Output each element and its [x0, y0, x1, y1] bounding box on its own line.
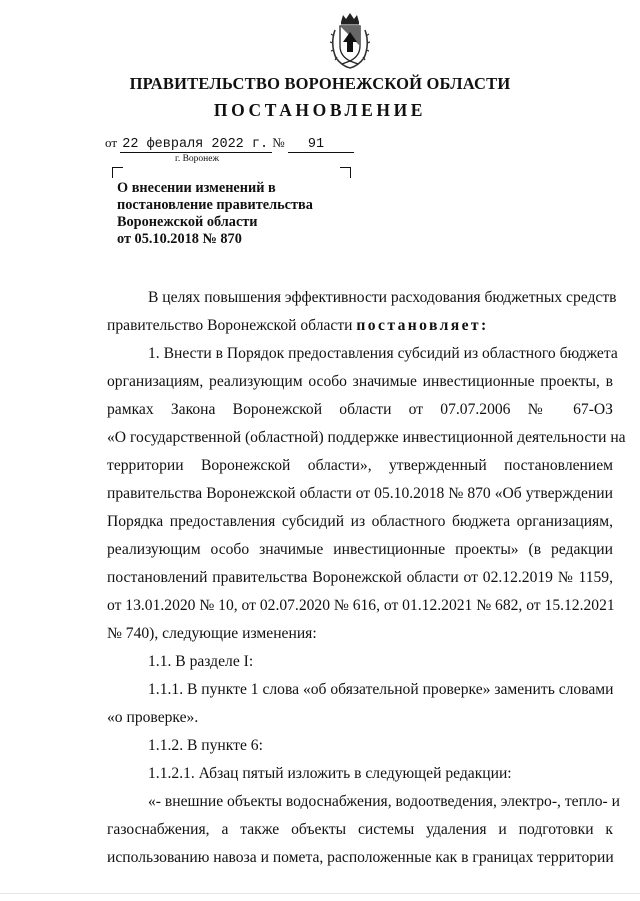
- body-line: 1. Внести в Порядок предоставления субсидий из областного бюджета: [148, 345, 618, 362]
- body-line: рамках Закона Воронежской области от 07.07.2006 № 67-ОЗ: [107, 401, 613, 418]
- body-line: постановлений правительства Воронежской области от 02.12.2019 № 1159,: [107, 569, 613, 586]
- body-line: В целях повышения эффективности расходования бюджетных средств: [148, 289, 617, 306]
- document-subject: [117, 180, 357, 248]
- body-line: использованию навоза и помета, расположенные как в границах территории: [107, 849, 614, 866]
- body-line: от 13.01.2020 № 10, от 02.07.2020 № 616, от 01.12.2021 № 682, от 15.12.2021: [107, 597, 615, 614]
- document-date: 22 февраля 2022 г.: [120, 138, 272, 153]
- number-label: №: [272, 135, 285, 150]
- body-line: газоснабжения, а также объекты системы удаления и подготовки к: [107, 821, 613, 838]
- document-body: [107, 284, 626, 872]
- body-line: реализующим особо значимые инвестиционные проекты» (в редакции: [107, 541, 613, 558]
- document-number: 91: [288, 138, 354, 153]
- body-line: «- внешние объекты водоснабжения, водоотведения, электро-, тепло- и: [148, 793, 620, 810]
- body-line: 1.1.1. В пункте 1 слова «об обязательной проверке» заменить словами: [148, 681, 614, 698]
- subject-line: от 05.10.2018 № 870: [117, 231, 242, 247]
- subject-corner-left: [112, 167, 123, 178]
- body-line: «о проверке».: [107, 709, 199, 726]
- city-label: г. Воронеж: [175, 154, 220, 164]
- body-line: 1.1. В разделе I:: [148, 653, 254, 670]
- resolves-word: постановляет:: [356, 317, 489, 334]
- page-bottom-edge: [0, 893, 640, 894]
- body-line: «О государственной (областной) поддержке инвестиционной деятельности на: [107, 429, 626, 446]
- government-title: ПРАВИТЕЛЬСТВО ВОРОНЕЖСКОЙ ОБЛАСТИ: [129, 74, 511, 93]
- subject-line: постановление правительства: [117, 197, 313, 213]
- body-line: 1.1.2.1. Абзац пятый изложить в следующей редакции:: [148, 765, 512, 782]
- body-line: [107, 312, 613, 340]
- body-line: территории Воронежской области», утвержденный постановлением: [107, 457, 613, 474]
- body-line: 1.1.2. В пункте 6:: [148, 737, 263, 754]
- subject-line: О внесении изменений в: [117, 180, 276, 196]
- preamble-end: правительство Воронежской области: [107, 317, 353, 334]
- document-type: ПОСТАНОВЛЕНИЕ: [213, 100, 427, 120]
- date-prefix: от: [105, 135, 118, 150]
- date-number-line: [105, 135, 354, 153]
- subject-corner-right: [340, 167, 351, 178]
- body-line: № 740), следующие изменения:: [107, 625, 317, 642]
- body-line: организациям, реализующим особо значимые инвестиционные проекты, в: [107, 373, 613, 390]
- subject-line: Воронежской области: [117, 214, 258, 230]
- body-line: Порядка предоставления субсидий из областного бюджета организациям,: [107, 513, 613, 530]
- body-line: правительства Воронежской области от 05.10.2018 № 870 «Об утверждении: [107, 485, 613, 502]
- coat-of-arms-icon: [328, 12, 372, 70]
